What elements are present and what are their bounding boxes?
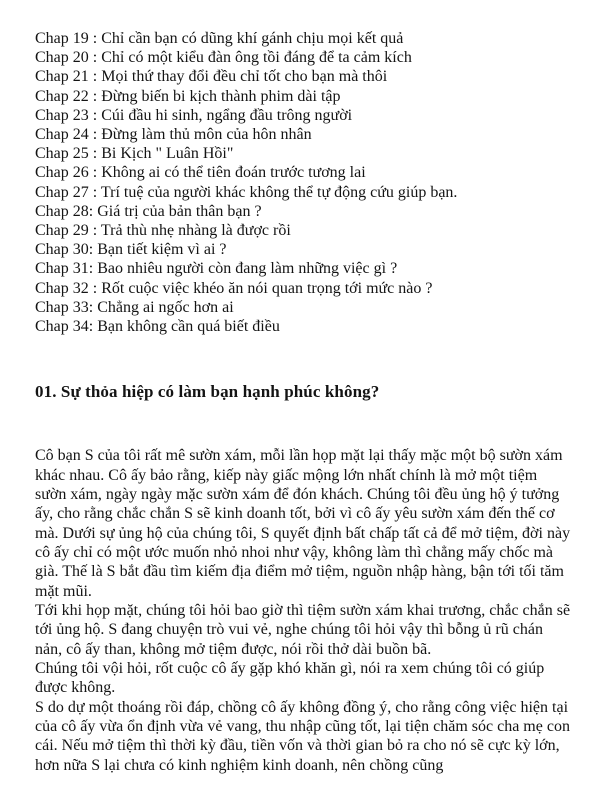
chapter-list-item: Chap 28: Giá trị của bản thân bạn ? [35, 202, 262, 220]
chapter-list-item: Chap 27 : Trí tuệ của người khác không thể tự động cứu giúp bạn. [35, 183, 458, 201]
section-heading: 01. Sự thỏa hiệp có làm bạn hạnh phúc không? [35, 382, 380, 402]
chapter-list-item: Chap 29 : Trả thù nhẹ nhàng là được rồi [35, 222, 291, 240]
chapter-list-item: Chap 22 : Đừng biến bi kịch thành phim dài tập [35, 87, 341, 105]
chapter-list-item: Chap 20 : Chỉ có một kiểu đàn ông tồi đáng để ta cảm kích [35, 49, 412, 67]
chapter-list-item: Chap 19 : Chỉ cần bạn có dũng khí gánh chịu mọi kết quả [35, 30, 404, 47]
chapter-list-item: Chap 34: Bạn không cần quá biết điều [35, 318, 280, 336]
chapter-list [35, 29, 572, 336]
paragraph: S do dự một thoáng rồi đáp, chồng cô ấy không đồng ý, cho rằng công việc hiện tại của cô ấy vừa ổn định vừa vẻ vang, thu nhập cũng tốt, lại tiện chăm sóc cha mẹ con cái. Nếu mở tiệm thì thời kỳ đầu, tiền vốn và thời gian bỏ ra cho nó sẽ cực kỳ lớn, hơn nữa S lại chưa có kinh nghiệm kinh doanh, nên chồng cũng [35, 698, 570, 774]
chapter-list-item: Chap 30: Bạn tiết kiệm vì ai ? [35, 241, 227, 259]
chapter-list-item: Chap 25 : Bi Kịch " Luân Hồi" [35, 145, 234, 163]
paragraph: Chúng tôi vội hỏi, rốt cuộc cô ấy gặp khó khăn gì, nói ra xem chúng tôi có giúp được không. [35, 660, 545, 697]
chapter-list-item: Chap 33: Chẳng ai ngốc hơn ai [35, 298, 234, 316]
chapter-list-item: Chap 23 : Cúi đầu hi sinh, ngẩng đầu trông người [35, 106, 353, 124]
chapter-list-item: Chap 32 : Rốt cuộc việc khéo ăn nói quan trọng tới mức nào ? [35, 279, 433, 297]
section-body [35, 446, 572, 775]
chapter-list-item: Chap 24 : Đừng làm thủ môn của hôn nhân [35, 126, 312, 144]
chapter-list-item: Chap 26 : Không ai có thể tiên đoán trước tương lai [35, 164, 366, 182]
paragraph: Tới khi họp mặt, chúng tôi hỏi bao giờ thì tiệm sườn xám khai trương, chắc chắn sẽ tới ủng hộ. S đang chuyện trò vui vẻ, nghe chúng tôi hỏi vậy thì bỗng ủ rũ chán nản, cô ấy than, không mở tiệm được, nói rồi thở dài buồn bã. [35, 602, 571, 658]
chapter-list-item: Chap 21 : Mọi thứ thay đổi đều chỉ tốt cho bạn mà thôi [35, 68, 388, 86]
paragraph: Cô bạn S của tôi rất mê sườn xám, mỗi lần họp mặt lại thấy mặc một bộ sườn xám khác nhau. Cô ấy bảo rằng, kiếp này giấc mộng lớn nhất chính là mở một tiệm sườn xám, ngày ngày mặc sườn xám để đón khách. Chúng tôi đều ủng hộ ý tưởng ấy, cho rằng chắc chắn S sẽ kinh doanh tốt, bởi vì cô ấy yêu sườn xám đến thế cơ mà. Dưới sự ủng hộ của chúng tôi, S quyết định bất chấp tất cả để mở tiệm, đời này cô ấy chỉ có một ước muốn nhỏ nhoi như vậy, không làm thì chẳng mấy chốc mà già. Thế là S bắt đầu tìm kiếm địa điểm mở tiệm, nguồn nhập hàng, bận tới tối tăm mặt mũi. [35, 447, 571, 600]
chapter-list-item: Chap 31: Bao nhiêu người còn đang làm những việc gì ? [35, 260, 398, 278]
